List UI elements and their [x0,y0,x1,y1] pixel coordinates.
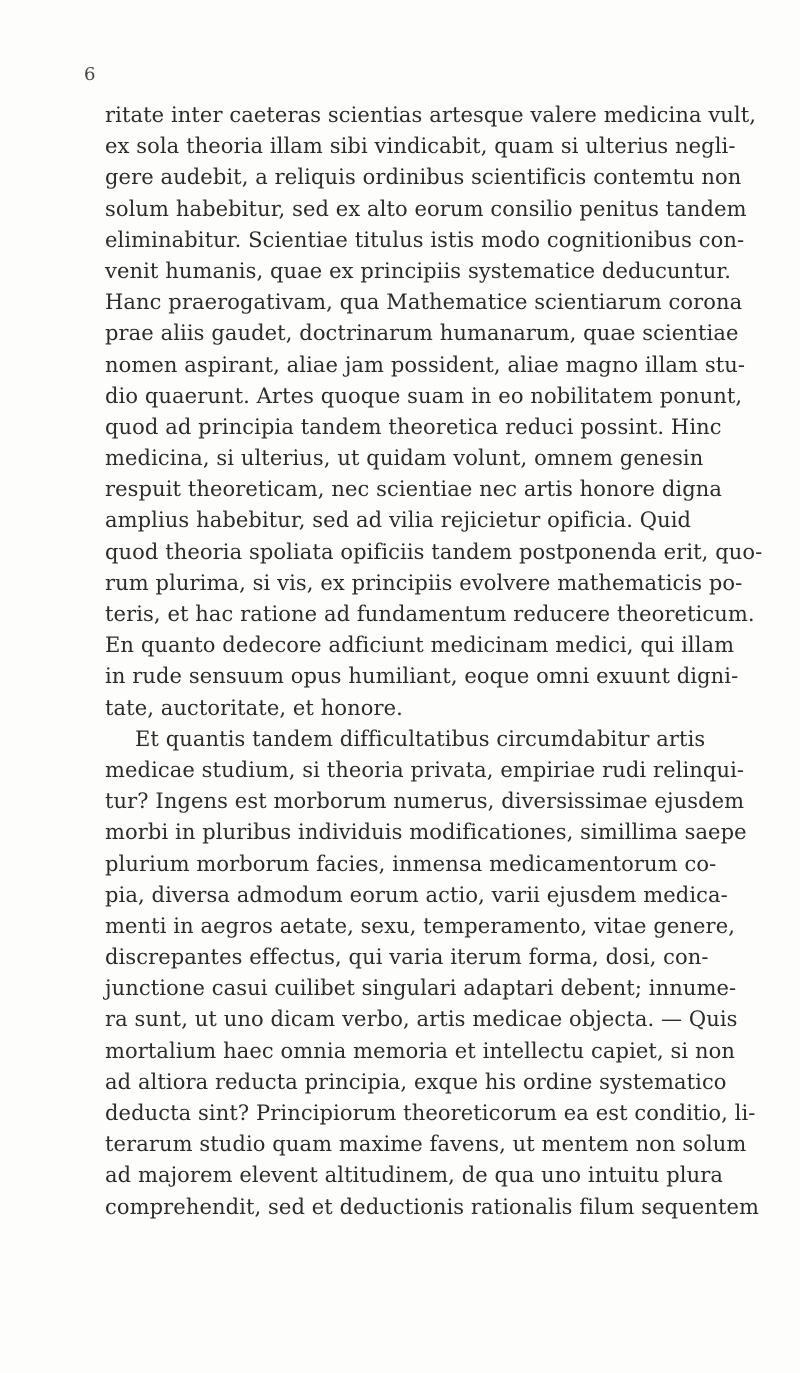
text-line: quod ad principia tandem theoretica reduci possint. Hinc [105,414,722,439]
text-line: nomen aspirant, aliae jam possident, aliae magno illam stu- [105,352,746,377]
text-line: terarum studio quam maxime favens, ut mentem non solum [105,1132,747,1157]
text-line: teris, et hac ratione ad fundamentum reducere theoreticum. [105,602,755,626]
text-line: pia, diversa admodum eorum actio, varii ejusdem medica- [105,882,728,907]
text-line: menti in aegros aetate, sexu, temperamento, vitae genere, [105,913,735,938]
text-line: En quanto dedecore adficiunt medicinam medici, qui illam [105,633,735,658]
text-line: in rude sensuum opus humiliant, eoque omni exuunt digni- [105,664,739,689]
text-line: ex sola theoria illam sibi vindicabit, quam si ulterius negli- [105,134,736,159]
text-line: medicae studium, si theoria privata, empiriae rudi relinqui- [105,757,745,782]
text-line: quod theoria spoliata opificiis tandem postponenda erit, quo- [105,539,763,564]
text-line: junctione casui cuilibet singulari adaptari debent; innume- [105,976,737,1001]
text-line: ritate inter caeteras scientias artesque valere medicina vult, [105,103,757,127]
body-text [105,100,795,1223]
text-line: solum habebitur, sed ex alto eorum consilio penitus tandem [105,196,747,221]
text-line: discrepantes effectus, qui varia iterum forma, dosi, con- [105,945,709,970]
text-line: plurium morborum facies, inmensa medicamentorum co- [105,851,717,876]
paragraph-start-line: Et quantis tandem difficultatibus circumdabitur artis [135,726,706,751]
text-line: prae aliis gaudet, doctrinarum humanarum, quae scientiae [105,321,739,346]
text-line: respuit theoreticam, nec scientiae nec artis honore digna [105,477,722,502]
text-line: morbi in pluribus individuis modificationes, simillima saepe [105,820,747,845]
text-line: Hanc praerogativam, qua Mathematice scientiarum corona [105,290,743,315]
text-line: venit humanis, quae ex principiis systematice deducuntur. [105,258,732,283]
page-number: 6 [84,64,96,85]
text-line: comprehendit, sed et deductionis rationalis filum sequentem [105,1194,760,1219]
text-line: rum plurima, si vis, ex principiis evolvere mathematicis po- [105,570,743,595]
text-line: ad majorem elevent altitudinem, de qua uno intuitu plura [105,1163,723,1188]
text-line: eliminabitur. Scientiae titulus istis modo cognitionibus con- [105,227,745,252]
text-line: gere audebit, a reliquis ordinibus scientificis contemtu non [105,165,742,190]
text-line: ra sunt, ut uno dicam verbo, artis medicae objecta. — Quis [105,1007,738,1032]
text-line: tur? Ingens est morborum numerus, diversissimae ejusdem [105,789,745,814]
text-line: tate, auctoritate, et honore. [105,695,403,720]
text-line: deducta sint? Principiorum theoreticorum ea est conditio, li- [105,1101,756,1125]
text-line: ad altiora reducta principia, exque his ordine systematico [105,1069,727,1094]
text-line: dio quaerunt. Artes quoque suam in eo nobilitatem ponunt, [105,383,743,408]
text-line: mortalium haec omnia memoria et intellectu capiet, si non [105,1038,735,1063]
text-line: medicina, si ulterius, ut quidam volunt, omnem genesin [105,446,704,471]
text-line: amplius habebitur, sed ad vilia rejicietur opificia. Quid [105,508,692,533]
